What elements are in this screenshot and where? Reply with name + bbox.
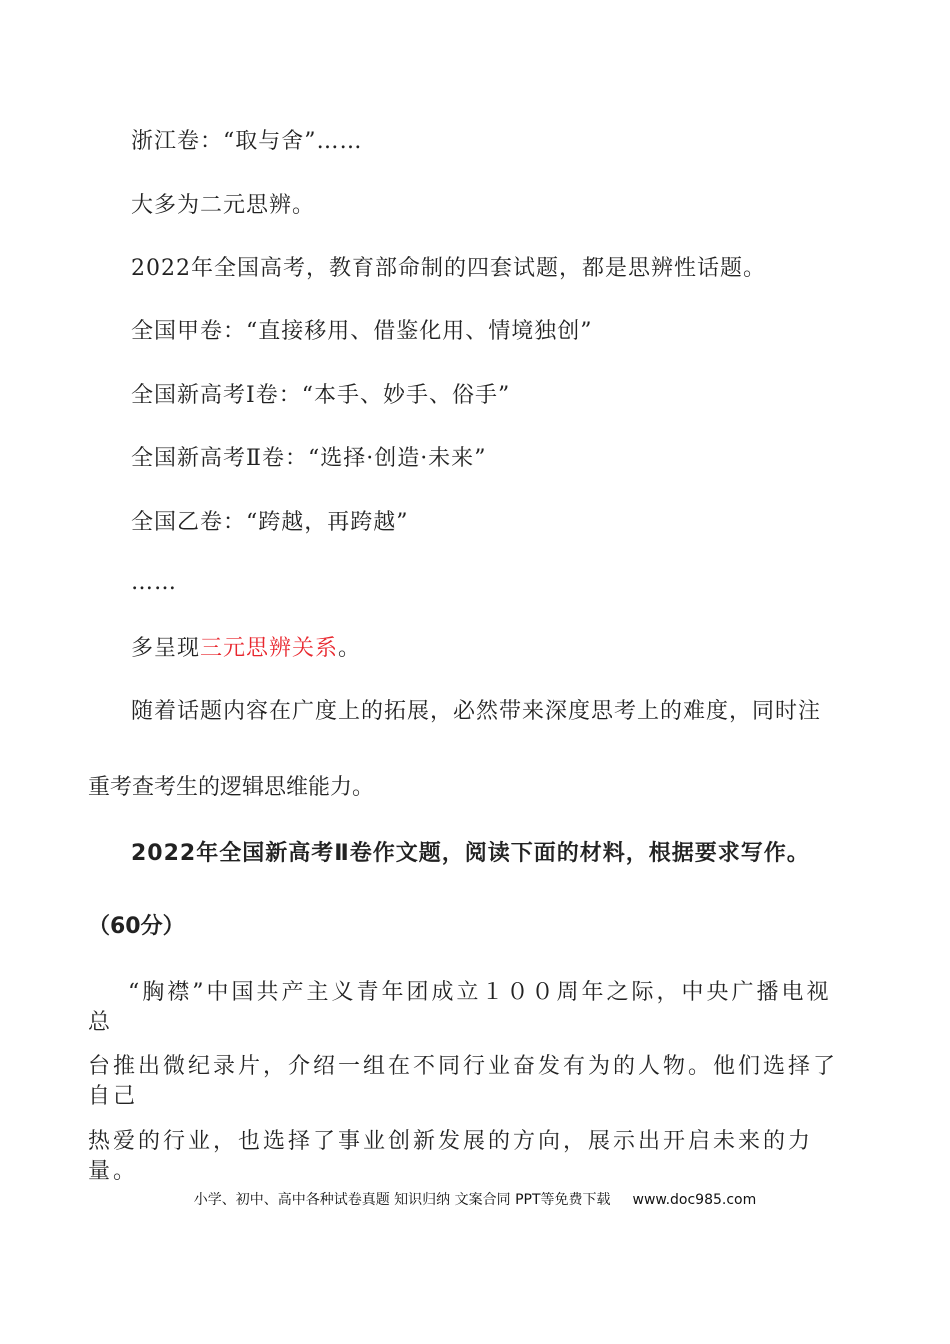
ternary-prefix: 多呈现 [131, 636, 201, 661]
question-title-line-2: （60分） [88, 914, 185, 939]
expand-paragraph-line-1: 随着话题内容在广度上的拓展，必然带来深度思考上的难度，同时注 [131, 699, 822, 724]
binary-summary-line: 大多为二元思辨。 [131, 193, 316, 218]
expand-paragraph-line-2: 重考查考生的逻辑思维能力。 [88, 775, 375, 800]
national-jia-line: 全国甲卷：“直接移用、借鉴化用、情境独创” [131, 319, 593, 344]
material-line-2: 台推出微纪录片，介绍一组在不同行业奋发有为的人物。他们选择了自己 [88, 1054, 839, 1109]
ternary-highlight: 三元思辨关系 [200, 636, 339, 661]
intro-2022-line: 2022年全国高考，教育部命制的四套试题，都是思辨性话题。 [131, 256, 766, 281]
new-gaokao-2-line: 全国新高考Ⅱ卷：“选择·创造·未来” [131, 446, 487, 471]
page-footer [0, 1190, 950, 1210]
footer-url[interactable]: www.doc985.com [632, 1192, 757, 1208]
footer-text: 小学、初中、高中各种试卷真题 知识归纳 文案合同 PPT等免费下载 [193, 1192, 611, 1208]
ellipsis-line: …… [131, 570, 177, 595]
ternary-suffix: 。 [338, 636, 362, 661]
new-gaokao-1-line: 全国新高考Ⅰ卷：“本手、妙手、俗手” [131, 383, 511, 408]
ternary-line [131, 634, 361, 664]
zhejiang-line: 浙江卷：“取与舍”…… [131, 129, 363, 154]
material-line-1 [88, 978, 848, 1038]
national-yi-line: 全国乙卷：“跨越，再跨越” [131, 510, 409, 535]
material-line-1-text: “胸襟”中国共产主义青年团成立１００周年之际，中央广播电视总 [88, 980, 832, 1035]
material-line-3: 热爱的行业，也选择了事业创新发展的方向，展示出开启未来的力量。 [88, 1129, 814, 1184]
question-title-line-1: 2022年全国新高考Ⅱ卷作文题，阅读下面的材料，根据要求写作。 [131, 841, 810, 866]
